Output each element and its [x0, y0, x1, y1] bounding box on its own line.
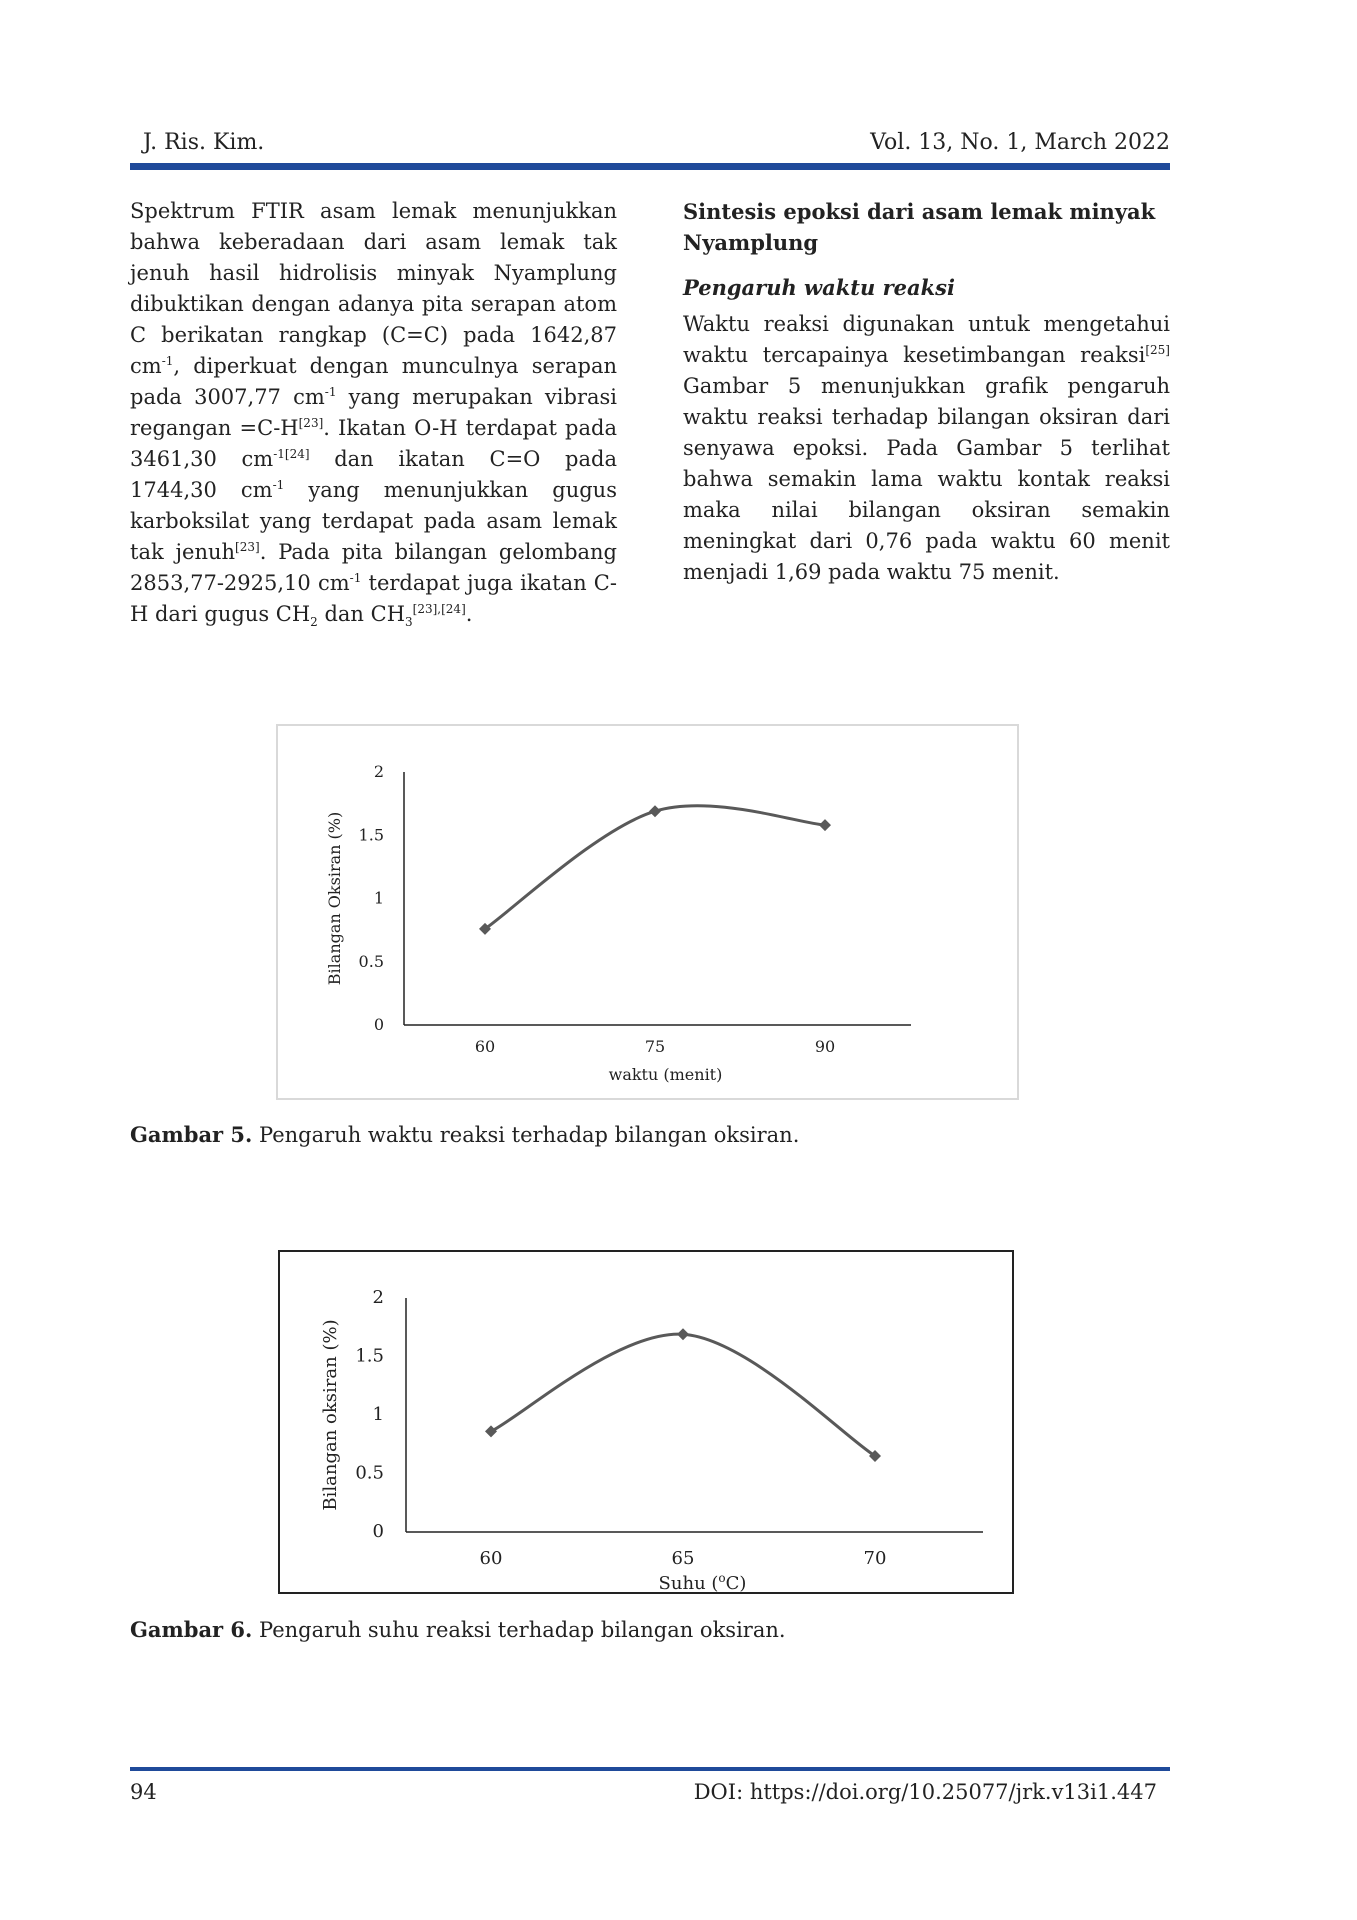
- figure-5-chart: [276, 724, 1019, 1100]
- figure-6-svg: [280, 1252, 1012, 1592]
- figure-5-caption-text: Pengaruh waktu reaksi terhadap bilangan oksiran.: [252, 1123, 800, 1147]
- doi: DOI: https://doi.org/10.25077/jrk.v13i1.447: [693, 1780, 1157, 1804]
- text-run: dan ikatan C=O pada 1744,30 cm: [130, 447, 617, 502]
- figure-6-caption-text: Pengaruh suhu reaksi terhadap bilangan oksiran.: [252, 1618, 786, 1642]
- x-tick-label: 60: [479, 1548, 503, 1569]
- y-tick-label: 1.5: [358, 825, 384, 845]
- x-axis-label: [659, 1571, 747, 1592]
- y-axis-label: Bilangan oksiran (%): [320, 1319, 341, 1511]
- text-run: yang menunjukkan gugus karboksilat yang terdapat pada asam lemak tak jenuh: [130, 478, 617, 564]
- y-tick-label: 0.5: [355, 1462, 384, 1484]
- x-tick-label: 65: [671, 1548, 695, 1569]
- figure-6-chart: [278, 1250, 1014, 1594]
- superscript: -1[24]: [273, 447, 310, 461]
- x-tick-label: 90: [814, 1037, 836, 1056]
- text-run: , diperkuat dengan munculnya serapan pada 3007,77 cm: [130, 354, 617, 409]
- subsection-title: Pengaruh waktu reaksi: [683, 275, 955, 300]
- text-run: Spektrum FTIR asam lemak menunjukkan bahwa keberadaan dari asam lemak tak jenuh hasil hidrolisis minyak Nyamplung dibuktikan dengan adanya pita serapan atom C berikatan rangkap (C=C) pada 1642,87 cm: [130, 199, 617, 378]
- figure-5-label: Gambar 5.: [130, 1122, 253, 1147]
- superscript: [23],[24]: [412, 602, 466, 616]
- y-tick-label: 0: [373, 1015, 384, 1034]
- x-tick-label: 70: [863, 1548, 887, 1569]
- figure-5-caption: [130, 1122, 799, 1147]
- series-line: [485, 806, 825, 929]
- y-tick-label: 1: [373, 888, 384, 908]
- text-run: dan CH: [317, 602, 406, 626]
- superscript: -1: [324, 385, 337, 399]
- x-tick-label: 60: [474, 1037, 496, 1056]
- y-tick-label: 2: [372, 1287, 384, 1308]
- text-run: . Ikatan O-H terdapat pada 3461,30 cm: [130, 416, 617, 471]
- y-tick-label: 0.5: [358, 951, 384, 971]
- volume-info: Vol. 13, No. 1, March 2022: [870, 130, 1170, 155]
- left-column: [130, 196, 617, 630]
- data-point: [819, 819, 831, 831]
- text-run: . Pada pita bilangan gelombang 2853,77-2925,10 cm: [130, 540, 617, 595]
- text-run: terdapat juga ikatan C-H dari gugus CH: [130, 571, 617, 626]
- series-line: [491, 1334, 875, 1456]
- data-point: [485, 1425, 497, 1437]
- superscript: -1: [272, 478, 285, 492]
- right-column: [683, 196, 1170, 588]
- figure-6-caption: [130, 1617, 786, 1642]
- figure-6-label: Gambar 6.: [130, 1617, 253, 1642]
- text-run: Gambar 5 menunjukkan grafik pengaruh waktu reaksi terhadap bilangan oksiran dari senyawa epoksi. Pada Gambar 5 terlihat bahwa semakin lama waktu kontak reaksi maka nilai bilangan oksiran semakin meningkat dari 0,76 pada waktu 60 menit menjadi 1,69 pada waktu 75 menit.: [683, 374, 1170, 584]
- figure-5-svg: [278, 726, 1017, 1098]
- superscript: -1: [349, 571, 362, 585]
- x-axis-label-end: C): [725, 1573, 747, 1592]
- text-run: .: [465, 602, 473, 626]
- text-run: yang merupakan vibrasi regangan =C-H: [130, 385, 618, 440]
- ftir-paragraph: [130, 196, 617, 630]
- x-tick-label: 75: [644, 1037, 666, 1056]
- x-axis-label: waktu (menit): [608, 1065, 723, 1084]
- y-tick-label: 1.5: [355, 1345, 384, 1367]
- y-tick-label: 1: [372, 1404, 384, 1425]
- superscript: [25]: [1145, 343, 1170, 357]
- section-title: Sintesis epoksi dari asam lemak minyak Nyamplung: [683, 199, 1156, 255]
- data-point: [649, 805, 661, 817]
- superscript: [23]: [298, 416, 324, 430]
- text-run: Waktu reaksi digunakan untuk mengetahui waktu tercapainya kesetimbangan reaksi: [683, 312, 1170, 367]
- y-axis-label: Bilangan Oksiran (%): [325, 811, 344, 986]
- superscript: -1: [161, 354, 174, 368]
- x-axis-label-sup: o: [718, 1571, 726, 1585]
- data-point: [677, 1328, 689, 1340]
- superscript: [23]: [235, 540, 260, 554]
- footer-rule: [130, 1767, 1170, 1771]
- subscript: 3: [405, 615, 413, 630]
- x-axis-label-main: Suhu (: [658, 1573, 719, 1592]
- y-tick-label: 2: [373, 762, 384, 781]
- y-tick-label: 0: [372, 1521, 384, 1542]
- reaction-time-paragraph: [683, 309, 1170, 588]
- header-rule: [130, 163, 1170, 170]
- page-number: 94: [130, 1780, 157, 1804]
- journal-title: J. Ris. Kim.: [143, 130, 265, 155]
- subscript: 2: [310, 615, 318, 630]
